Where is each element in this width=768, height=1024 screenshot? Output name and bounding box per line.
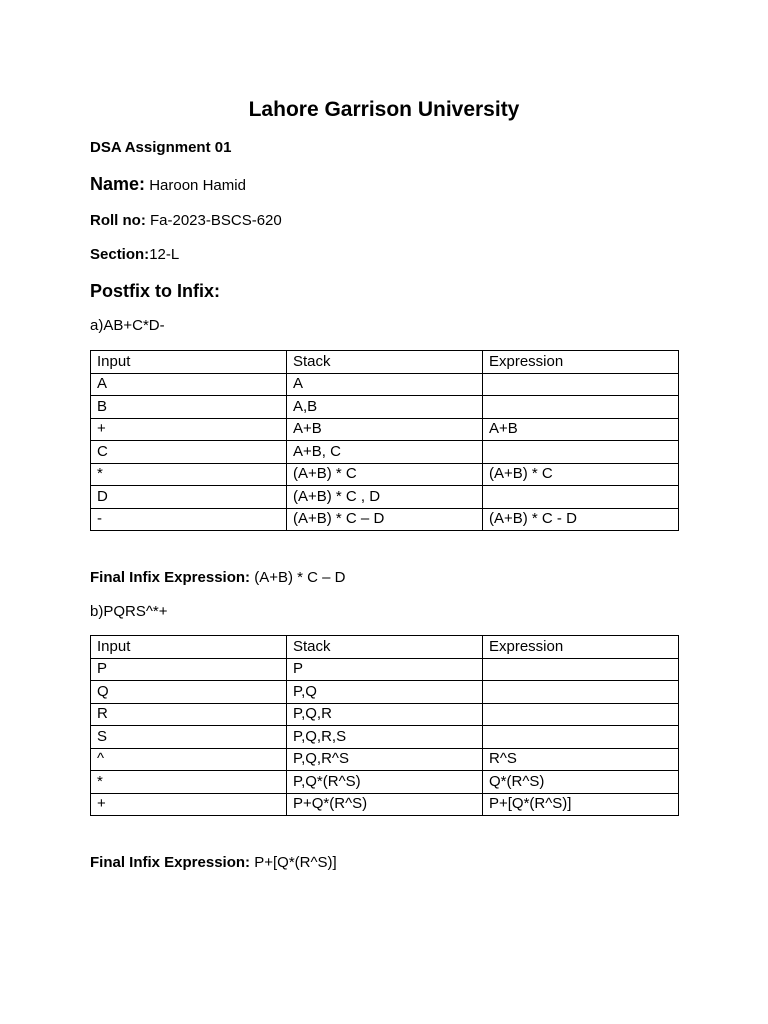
table-cell — [483, 681, 679, 704]
table-cell: P,Q*(R^S) — [287, 771, 483, 794]
roll-label: Roll no: — [90, 212, 146, 229]
table-row — [91, 681, 679, 704]
table-row — [91, 658, 679, 681]
problem-a-final-label: Final Infix Expression: — [90, 569, 251, 586]
table-row — [91, 726, 679, 749]
table-cell: A — [287, 373, 483, 396]
table-cell: + — [91, 793, 287, 816]
problem-a-table — [90, 350, 679, 531]
table-cell: (A+B) * C , D — [287, 486, 483, 509]
table-header-cell: Input — [91, 351, 287, 374]
table-row — [91, 486, 679, 509]
table-header-row — [91, 351, 679, 374]
table-cell — [483, 486, 679, 509]
table-cell: ^ — [91, 748, 287, 771]
table-row — [91, 441, 679, 464]
section-line — [90, 245, 179, 265]
table-cell: P,Q — [287, 681, 483, 704]
table-cell: + — [91, 418, 287, 441]
table-header-row — [91, 636, 679, 659]
table-cell: (A+B) * C — [483, 463, 679, 486]
table-row — [91, 418, 679, 441]
section-label: Section: — [90, 246, 150, 263]
table-cell — [483, 726, 679, 749]
problem-b-final-label: Final Infix Expression: — [90, 854, 251, 871]
table-header-cell: Expression — [483, 351, 679, 374]
table-cell: S — [91, 726, 287, 749]
table-cell: * — [91, 463, 287, 486]
roll-value: Fa-2023-BSCS-620 — [145, 212, 282, 229]
table-cell: Q*(R^S) — [483, 771, 679, 794]
table-cell: B — [91, 396, 287, 419]
table-header-cell: Input — [91, 636, 287, 659]
table-cell — [483, 373, 679, 396]
table-cell: A+B, C — [287, 441, 483, 464]
table-row — [91, 748, 679, 771]
name-value: Haroon Hamid — [145, 177, 246, 194]
table-cell: * — [91, 771, 287, 794]
table-cell: Q — [91, 681, 287, 704]
table-cell: P,Q,R,S — [287, 726, 483, 749]
table-cell — [483, 658, 679, 681]
table-cell: P,Q,R — [287, 703, 483, 726]
table-row — [91, 373, 679, 396]
problem-b-expression: b)PQRS^*+ — [90, 603, 168, 620]
table-row — [91, 771, 679, 794]
table-cell: A,B — [287, 396, 483, 419]
table-cell: P+Q*(R^S) — [287, 793, 483, 816]
table-cell: P — [91, 658, 287, 681]
table-cell: (A+B) * C - D — [483, 508, 679, 531]
table-cell: P+[Q*(R^S)] — [483, 793, 679, 816]
section-heading: Postfix to Infix: — [90, 281, 220, 301]
table-cell — [483, 703, 679, 726]
problem-b-table — [90, 635, 679, 816]
table-row — [91, 463, 679, 486]
table-cell: - — [91, 508, 287, 531]
name-line — [90, 174, 246, 196]
table-cell: (A+B) * C — [287, 463, 483, 486]
table-cell: A+B — [483, 418, 679, 441]
table-header-cell: Expression — [483, 636, 679, 659]
table-cell: A+B — [287, 418, 483, 441]
table-header-cell: Stack — [287, 636, 483, 659]
roll-line — [90, 211, 282, 231]
problem-a-expression: a)AB+C*D- — [90, 317, 165, 334]
name-label: Name: — [90, 174, 146, 194]
table-cell: R — [91, 703, 287, 726]
table-row — [91, 703, 679, 726]
document-title: Lahore Garrison University — [248, 98, 520, 121]
assignment-label: DSA Assignment 01 — [90, 139, 232, 156]
table-cell: (A+B) * C – D — [287, 508, 483, 531]
table-cell: P,Q,R^S — [287, 748, 483, 771]
table-row — [91, 793, 679, 816]
table-row — [91, 508, 679, 531]
section-value: 12-L — [149, 246, 180, 263]
table-header-cell: Stack — [287, 351, 483, 374]
table-cell: R^S — [483, 748, 679, 771]
table-cell: A — [91, 373, 287, 396]
table-cell: P — [287, 658, 483, 681]
table-cell: C — [91, 441, 287, 464]
table-cell — [483, 441, 679, 464]
problem-b-final-value: P+[Q*(R^S)] — [250, 854, 337, 871]
table-row — [91, 396, 679, 419]
problem-b-final-line — [90, 853, 337, 873]
table-cell — [483, 396, 679, 419]
assignment-line — [90, 138, 231, 158]
problem-a-final-value: (A+B) * C – D — [250, 569, 346, 586]
table-cell: D — [91, 486, 287, 509]
problem-a-final-line — [90, 568, 346, 588]
